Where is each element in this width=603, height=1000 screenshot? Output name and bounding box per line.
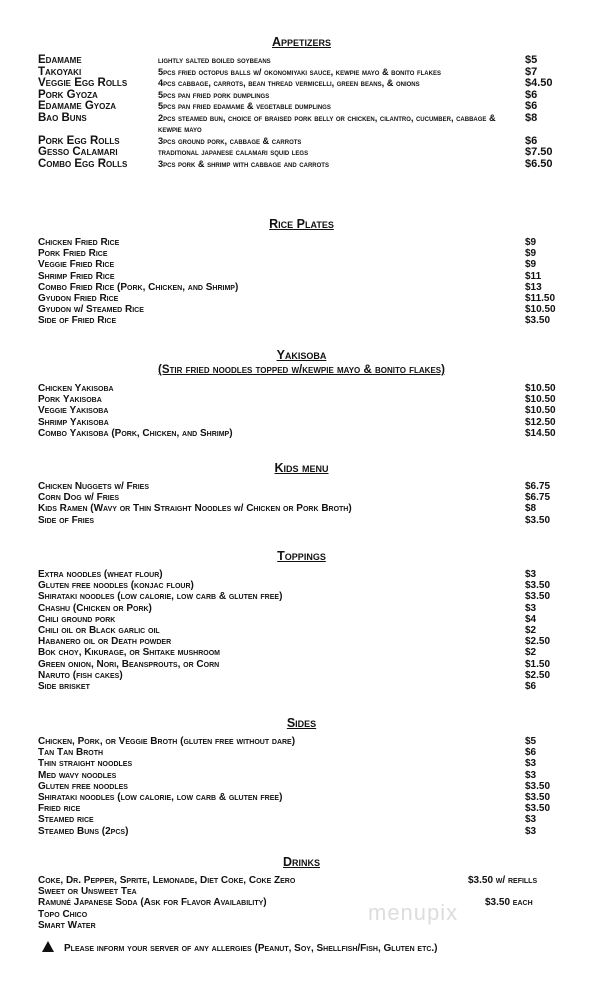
menu-item — [0, 315, 603, 326]
section-rice-plates — [0, 217, 603, 327]
menu-item — [0, 417, 603, 428]
item-price: $6 — [525, 134, 538, 147]
item-name: Shrimp Yakisoba — [38, 416, 109, 428]
menu-item — [0, 113, 603, 136]
item-name: Takoyaki — [38, 65, 82, 78]
menu-item — [0, 670, 603, 681]
menu-item — [0, 781, 603, 792]
item-price: $8 — [525, 503, 537, 515]
item-name: Pork Egg Rolls — [38, 134, 120, 147]
menu-item — [0, 803, 603, 814]
item-price: $3.50 each — [485, 897, 533, 909]
item-price: $10.50 — [525, 394, 556, 406]
item-name: Bok choy, Kikurage, or Shitake mushroom — [38, 647, 220, 659]
item-price: $11.50 — [525, 292, 556, 304]
menu-item — [0, 681, 603, 692]
item-price: $4 — [525, 613, 537, 625]
menu-item — [0, 492, 603, 503]
item-price: $2.50 — [525, 669, 551, 681]
item-name: Shirataki noodles (low calorie, low carb & gluten free) — [38, 791, 283, 803]
item-name: Veggie Fried Rice — [38, 259, 115, 271]
item-name: Pork Yakisoba — [38, 394, 102, 406]
item-price: $6 — [525, 680, 537, 692]
menu-item — [0, 792, 603, 803]
item-price: $12.50 — [525, 416, 556, 428]
section-title: Sides — [286, 716, 317, 730]
section-title: Appetizers — [271, 35, 332, 49]
item-name: Habanero oil or Death powder — [38, 636, 172, 648]
item-price: $1.50 — [525, 658, 551, 670]
item-description: traditional japanese calamari squid legs — [158, 147, 309, 157]
warning-icon — [42, 941, 54, 952]
item-price: $9 — [525, 248, 537, 260]
item-name: Tan Tan Broth — [38, 747, 104, 759]
menu-item — [0, 603, 603, 614]
item-price: $3.50 — [525, 780, 551, 792]
item-price: $7 — [525, 65, 538, 78]
menu-item — [0, 736, 603, 747]
item-name: Chili ground pork — [38, 613, 116, 625]
item-price: $14.50 — [525, 427, 556, 439]
section-kids-menu — [0, 461, 603, 526]
item-description: 5pcs pan fried edamame & vegetable dumplings — [158, 101, 331, 111]
menu-item — [0, 271, 603, 282]
menu-item — [0, 875, 603, 886]
item-name: Combo Fried Rice (Pork, Chicken, and Shrimp) — [38, 281, 239, 293]
item-description: 4pcs cabbage, carrots, bean thread vermicelli, green beans, & onions — [158, 78, 420, 88]
item-price: $3 — [525, 769, 537, 781]
item-price: $4.50 — [525, 77, 553, 89]
watermark: menupix — [368, 900, 459, 925]
item-name: Side of Fries — [38, 514, 95, 526]
item-price: $3 — [525, 814, 537, 826]
item-price: $9 — [525, 259, 537, 271]
item-name: Combo Egg Rolls — [38, 157, 128, 170]
item-price: $5 — [525, 736, 537, 747]
menu-item — [0, 591, 603, 602]
item-price: $10.50 — [525, 383, 556, 394]
item-price: $9 — [525, 237, 537, 248]
section-title: Rice Plates — [269, 217, 334, 231]
item-name: Steamed rice — [38, 814, 94, 826]
item-price: $6.50 — [525, 157, 553, 170]
item-price: $2.50 — [525, 636, 551, 648]
menu-item — [0, 580, 603, 591]
menu-item — [0, 515, 603, 526]
item-price: $13 — [525, 281, 542, 293]
menu-item — [0, 614, 603, 625]
item-name: Thin straight noodles — [38, 758, 133, 770]
item-price: $3.50 w/ refills — [468, 875, 538, 886]
section-appetizers — [0, 35, 603, 170]
menu-item — [0, 814, 603, 825]
menu-item — [0, 569, 603, 580]
item-price: $6 — [525, 747, 537, 759]
item-name: Gluten free noodles — [38, 780, 128, 792]
menu-item — [0, 747, 603, 758]
item-price: $6.75 — [525, 492, 551, 504]
item-name: Naruto (fish cakes) — [38, 669, 123, 681]
item-name: Chicken Nuggets w/ Fries — [38, 481, 150, 492]
item-price: $2 — [525, 647, 537, 659]
menu-item — [0, 405, 603, 416]
menu-item — [0, 886, 603, 897]
item-name: Bao Buns — [38, 111, 87, 124]
menu-item — [0, 897, 603, 908]
menu-item — [0, 394, 603, 405]
item-name: Veggie Egg Rolls — [38, 77, 128, 89]
menu-item — [0, 293, 603, 304]
menu-item — [0, 248, 603, 259]
menu-item — [0, 78, 603, 90]
item-price: $3 — [525, 758, 537, 770]
menu-item — [0, 758, 603, 769]
item-name: Corn Dog w/ Fries — [38, 492, 120, 504]
item-name: Topo Chico — [38, 908, 88, 920]
section-title: Drinks — [282, 855, 321, 869]
menu-item — [0, 770, 603, 781]
item-price: $6.75 — [525, 481, 551, 492]
section-title: Kids menu — [274, 461, 329, 475]
menu-item — [0, 481, 603, 492]
item-price: $10.50 — [525, 304, 556, 316]
item-name: Ramuné Japanese Soda (Ask for Flavor Availability) — [38, 897, 267, 909]
item-price: $3.50 — [525, 591, 551, 603]
item-price: $3.50 — [525, 580, 551, 592]
item-price: $5 — [525, 54, 538, 66]
menu-item — [0, 636, 603, 647]
item-name: Shirataki noodles (low calorie, low carb & gluten free) — [38, 591, 283, 603]
item-name: Side brisket — [38, 680, 90, 692]
item-price: $8 — [525, 111, 538, 124]
section-toppings — [0, 549, 603, 692]
item-name: Gyudon Fried Rice — [38, 292, 119, 304]
item-name: Chicken Yakisoba — [38, 383, 114, 394]
item-price: $11 — [525, 270, 542, 282]
section-title: Toppings — [277, 549, 326, 563]
item-name: Smart Water — [38, 919, 96, 931]
item-price: $6 — [525, 88, 538, 101]
allergy-notice — [42, 941, 438, 954]
item-name: Med wavy noodles — [38, 769, 117, 781]
menu-item — [0, 428, 603, 439]
item-name: Shrimp Fried Rice — [38, 270, 115, 282]
menu-item — [0, 237, 603, 248]
item-description: 5pcs fried octopus balls w/ okonomiyaki sauce, kewpie mayo & bonito flakes — [158, 66, 441, 77]
item-price: $3.50 — [525, 791, 551, 803]
menu-item — [0, 259, 603, 270]
menu-item — [0, 647, 603, 658]
menu-item — [0, 909, 603, 920]
menu-item — [0, 55, 603, 67]
allergy-notice-text: Please inform your server of any allergies (Peanut, Soy, Shellfish/Fish, Gluten etc.) — [64, 943, 438, 954]
item-price: $3 — [525, 825, 537, 837]
item-name: Edamame Gyoza — [38, 100, 117, 112]
item-name: Kids Ramen (Wavy or Thin Straight Noodles w/ Chicken or Pork Broth) — [38, 503, 352, 515]
section-drinks — [0, 855, 603, 931]
item-description: 3pcs ground pork, cabbage & carrots — [158, 135, 302, 146]
item-name: Pork Gyoza — [38, 88, 98, 101]
menu-item — [0, 101, 603, 113]
item-description: 5pcs pan fried pork dumplings — [158, 89, 270, 100]
item-name: Chicken, Pork, or Veggie Broth (gluten free without dare) — [38, 736, 296, 747]
menu-item — [0, 304, 603, 315]
item-price: $6 — [525, 100, 538, 112]
item-name: Gluten free noodles (konjac flour) — [38, 580, 194, 592]
item-price: $3.50 — [525, 315, 551, 327]
item-name: Chili oil or Black garlic oil — [38, 624, 160, 636]
menu-item — [0, 147, 603, 159]
menu-item — [0, 920, 603, 931]
item-name: Gyudon w/ Steamed Rice — [38, 304, 144, 316]
item-price: $3.50 — [525, 514, 551, 526]
section-subtitle: (Stir fried noodles topped w/kewpie mayo & bonito flakes) — [158, 364, 445, 376]
item-price: $3 — [525, 569, 537, 580]
item-description: 2pcs steamed bun, choice of braised pork belly or chicken, cilantro, cucumber, cabbage & kewpie mayo — [158, 112, 496, 134]
item-price: $3 — [525, 602, 537, 614]
menu-item — [0, 159, 603, 171]
menu-item — [0, 282, 603, 293]
item-name: Sweet or Unsweet Tea — [38, 886, 137, 898]
item-name: Side of Fried Rice — [38, 315, 117, 327]
section-yakisoba — [0, 348, 603, 439]
item-price: $3.50 — [525, 803, 551, 815]
item-name: Chicken Fried Rice — [38, 237, 120, 248]
item-description: lightly salted boiled soybeans — [158, 55, 271, 65]
item-name: Coke, Dr. Pepper, Sprite, Lemonade, Diet Coke, Coke Zero — [38, 875, 296, 886]
item-name: Pork Fried Rice — [38, 248, 108, 260]
item-name: Gesso Calamari — [38, 146, 118, 158]
item-name: Chashu (Chicken or Pork) — [38, 602, 152, 614]
menu-item — [0, 625, 603, 636]
menu-item — [0, 826, 603, 837]
item-name: Green onion, Nori, Beansprouts, or Corn — [38, 658, 220, 670]
item-name: Extra noodles (wheat flour) — [38, 569, 163, 580]
menu-item — [0, 383, 603, 394]
item-name: Veggie Yakisoba — [38, 405, 109, 417]
section-title: Yakisoba — [276, 348, 327, 362]
item-description: 3pcs pork & shrimp with cabbage and carrots — [158, 158, 329, 169]
section-sides — [0, 716, 603, 837]
item-price: $7.50 — [525, 146, 553, 158]
menu-item — [0, 659, 603, 670]
menu-item — [0, 503, 603, 514]
item-name: Steamed Buns (2pcs) — [38, 825, 129, 837]
item-name: Combo Yakisoba (Pork, Chicken, and Shrimp) — [38, 427, 233, 439]
item-name: Edamame — [38, 54, 82, 66]
item-price: $10.50 — [525, 405, 556, 417]
item-price: $2 — [525, 624, 537, 636]
item-name: Fried rice — [38, 803, 81, 815]
